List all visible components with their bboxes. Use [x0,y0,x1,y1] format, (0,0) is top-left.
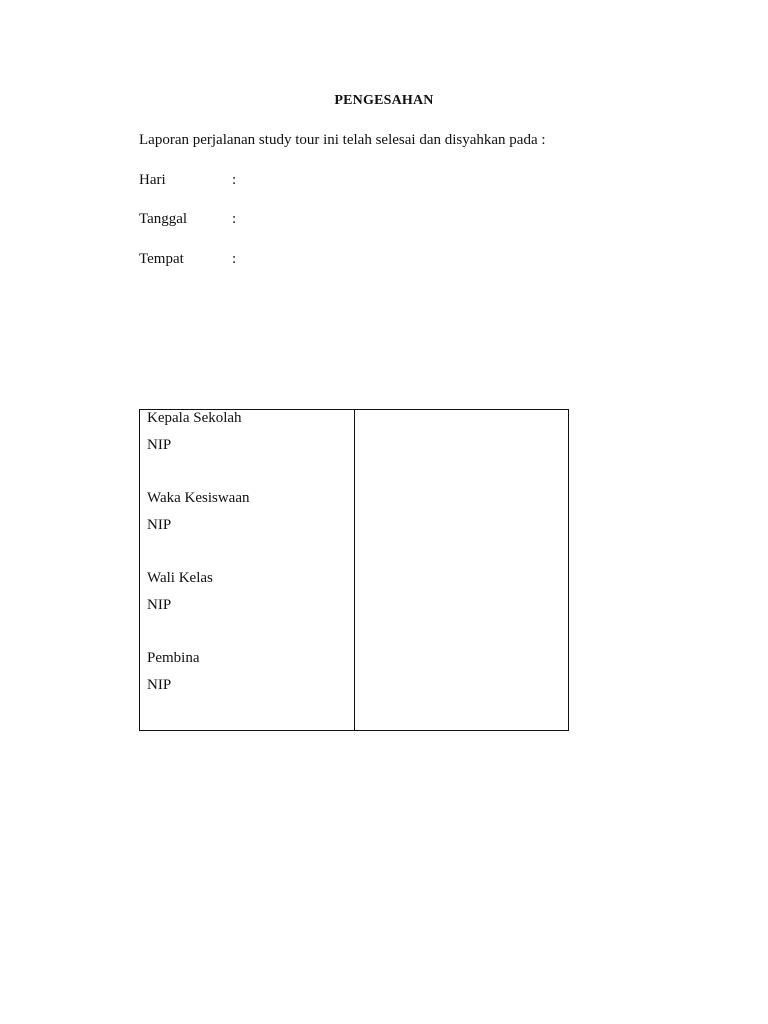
signature-table [139,409,569,731]
signature-nip-waka-kesiswaan: NIP [147,517,172,533]
signature-nip-pembina: NIP [147,677,172,693]
field-separator: : [232,172,237,188]
intro-text: Laporan perjalanan study tour ini telah selesai dan disyahkan pada : [139,132,546,148]
document-title: PENGESAHAN [334,93,434,108]
field-label-hari: Hari [139,172,166,188]
field-separator: : [232,251,237,267]
field-label-tempat: Tempat [139,251,184,267]
signature-role-waka-kesiswaan: Waka Kesiswaan [147,490,250,506]
field-hari [139,172,236,189]
signature-role-kepala-sekolah: Kepala Sekolah [147,410,242,426]
signature-role-pembina: Pembina [147,650,200,666]
field-tanggal [139,211,236,228]
signature-nip-wali-kelas: NIP [147,597,172,613]
signature-role-wali-kelas: Wali Kelas [147,570,213,586]
signature-names-column [140,410,355,730]
field-tempat [139,251,236,268]
field-label-tanggal: Tanggal [139,211,188,227]
signature-space-column [355,410,568,730]
field-separator: : [232,211,237,227]
signature-nip-kepala-sekolah: NIP [147,437,172,453]
